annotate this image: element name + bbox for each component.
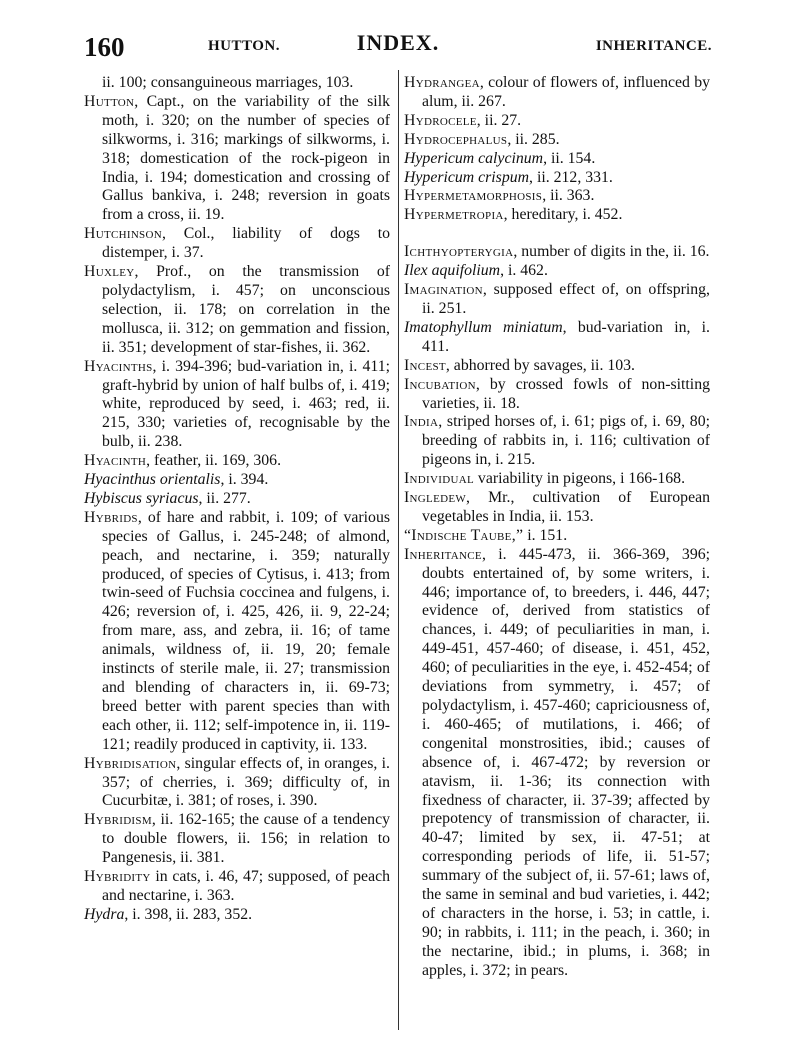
entry-heading: Hypermetropia — [404, 206, 504, 224]
index-entry: “Indische Taube,” i. 151. — [404, 526, 568, 544]
index-entry: Hybrids, of hare and rabbit, i. 109; of various species of Gallus, i. 245-248; of almond, peach, and nectarine, i. 359; naturally produced, of species of Cytisus, i. 413; from twin-seed of Fuchsia coccinea and fulgens, i. 426; reversion of, i. 425, 426, ii. 9, 22-24; from mare, ass, and zebra, ii. 16; of tame animals, wildness of, ii. 19, 20; female instincts of sterile male, ii. 27; transmission and blending of characters in, ii. 69-73; breed better with parent species than with each other, ii. 112; self-impotence in, ii. 119-121; readily produced in captivity, ii. 133. — [84, 508, 390, 753]
entry-heading: Hybridism — [84, 811, 152, 829]
page-title: INDEX. — [356, 30, 440, 55]
index-entry: Imatophyllum miniatum, bud-variation in, i. 411. — [404, 318, 710, 355]
index-entry: India, striped horses of, i. 61; pigs of, i. 69, 80; breeding of rabbits in, i. 116; cultivation of pigeons in, i. 215. — [404, 413, 710, 469]
index-entry: Hypericum calycinum, ii. 154. — [404, 149, 596, 167]
entry-heading: Hydra — [84, 905, 125, 923]
index-entry: Hydrangea, colour of flowers of, influenced by alum, ii. 267. — [404, 74, 710, 110]
index-entry: Hyacinth, feather, ii. 169, 306. — [84, 452, 282, 470]
entry-heading: Hybiscus syriacus — [84, 489, 199, 507]
running-head-left: HUTTON. — [208, 38, 280, 54]
entry-heading: Hypericum calycinum — [404, 149, 544, 167]
index-column-left — [84, 74, 390, 925]
index-entry: Hutton, Capt., on the variability of the silk moth, i. 320; on the number of species of silkworms, i. 316; markings of silkworms, i. 318; domestication of the rock-pigeon in India, i. 194; domestication and crossing of Gallus bankiva, i. 248; reversion in goats from a cross, ii. 19. — [84, 92, 390, 224]
index-entry: Hypericum crispum, ii. 212, 331. — [404, 168, 613, 186]
entry-heading: Hydrocele — [404, 111, 477, 129]
entry-heading: Ilex aquifolium — [404, 262, 501, 280]
entry-heading: Hyacinth — [84, 452, 147, 470]
entry-heading: Hypermetamorphosis — [404, 187, 543, 205]
index-entry: Hybiscus syriacus, ii. 277. — [84, 489, 251, 507]
index-entry: Hutchinson, Col., liability of dogs to distemper, i. 37. — [84, 225, 390, 262]
index-entry: Hypermetamorphosis, ii. 363. — [404, 187, 595, 205]
entry-heading: Ichthyopterygia — [404, 243, 514, 261]
entry-heading: Hutchinson — [84, 225, 162, 243]
index-entry: Hydra, i. 398, ii. 283, 352. — [84, 905, 253, 923]
entry-heading: Hybrids — [84, 508, 138, 526]
index-entry: Hybridism, ii. 162-165; the cause of a tendency to double flowers, ii. 156; in relation to Pangenesis, ii. 381. — [84, 811, 390, 867]
entry-heading: Hydrangea — [404, 74, 480, 91]
index-entry: Imagination, supposed effect of, on offspring, ii. 251. — [404, 281, 710, 317]
entry-heading: Hutton — [84, 92, 135, 110]
entry-heading: Imatophyllum miniatum — [404, 318, 563, 336]
entry-heading: Huxley — [84, 263, 135, 281]
entry-heading: Individual — [404, 470, 474, 488]
index-entry: Individual variability in pigeons, i 166-168. — [404, 470, 686, 488]
entry-heading: Hydrocephalus — [404, 130, 508, 148]
index-column-right — [404, 74, 710, 981]
index-entry: Hybridisation, singular effects of, in oranges, i. 357; of cherries, i. 369; difficulty of, in Cucurbitæ, i. 381; of roses, i. 390. — [84, 754, 390, 810]
entry-heading: Ingledew — [404, 489, 467, 507]
index-entry: Hyacinthus orientalis, i. 394. — [84, 471, 269, 489]
entry-heading: Imagination — [404, 281, 483, 299]
index-entry: Hydrocephalus, ii. 285. — [404, 130, 560, 148]
index-entry: Huxley, Prof., on the transmission of polydactylism, i. 457; on unconscious selection, ii. 178; on correlation in the mollusca, ii. 312; on gemmation and fission, ii. 351; development of star-fishes, ii. 362. — [84, 263, 390, 356]
column-divider — [398, 70, 399, 1030]
entry-heading: Hybridisation — [84, 754, 177, 772]
index-entry: Hyacinths, i. 394-396; bud-variation in, i. 411; graft-hybrid by union of half bulbs of, i. 419; white, reproduced by seed, i. 463; red, ii. 215, 330; varieties of, recognisable by the bulb, ii. 238. — [84, 357, 390, 451]
index-entry: Ingledew, Mr., cultivation of European vegetables in India, ii. 153. — [404, 489, 710, 525]
index-entry: Incubation, by crossed fowls of non-sitting varieties, ii. 18. — [404, 375, 710, 412]
index-entry: Hydrocele, ii. 27. — [404, 111, 522, 129]
index-entry: Incest, abhorred by savages, ii. 103. — [404, 356, 635, 374]
entry-heading: Hypericum crispum — [404, 168, 530, 186]
index-entry: Ilex aquifolium, i. 462. — [404, 262, 548, 280]
entry-heading: Hyacinths — [84, 357, 153, 375]
entry-heading: Inheritance — [404, 545, 482, 563]
running-header — [84, 30, 712, 64]
page-number: 160 — [84, 32, 125, 62]
entry-heading: Incest — [404, 356, 446, 374]
entry-heading: Incubation — [404, 375, 476, 393]
entry-heading: Hyacinthus orientalis — [84, 471, 221, 489]
entry-heading: India — [404, 413, 439, 431]
entry-heading: “Indische Taube,” — [404, 526, 524, 544]
index-entry: Hypermetropia, hereditary, i. 452. — [404, 206, 623, 224]
index-entry: Ichthyopterygia, number of digits in the, ii. 16. — [404, 243, 710, 261]
index-entry: ii. 100; consanguineous marriages, 103. — [102, 74, 354, 91]
entry-heading: Hybridity — [84, 868, 151, 886]
running-head-right: INHERITANCE. — [595, 38, 712, 54]
index-entry: Inheritance, i. 445-473, ii. 366-369, 396; doubts entertained of, by some writers, i. 446; importance of, to breeders, i. 446, 447; evidence of, derived from statistics of chances, i. 449; of peculiarities in man, i. 449-451, 457-460; of disease, i. 451, 452, 460; of peculiarities in the eye, i. 452-454; of deviations from symmetry, i. 457; of polydactylism, i. 457-460; capriciousness of, i. 460-465; of mutilations, i. 466; of congenital monstrosities, ibid.; causes of absence of, i. 467-472; by reversion or atavism, ii. 1-36; its connection with fixedness of character, ii. 37-39; affected by prepotency of transmission of character, ii. 40-47; limited by sex, ii. 47-51; at corresponding periods of life, ii. 51-57; summary of the subject of, ii. 57-61; laws of, the same in seminal and bud varieties, i. 442; of characters in the horse, i. 53; in cattle, i. 90; in rabbits, i. 111; in the peach, i. 360; in the nectarine, ibid.; in plums, i. 368; in apples, i. 372; in pears. — [404, 545, 710, 979]
index-entry: Hybridity in cats, i. 46, 47; supposed, of peach and nectarine, i. 363. — [84, 868, 390, 904]
